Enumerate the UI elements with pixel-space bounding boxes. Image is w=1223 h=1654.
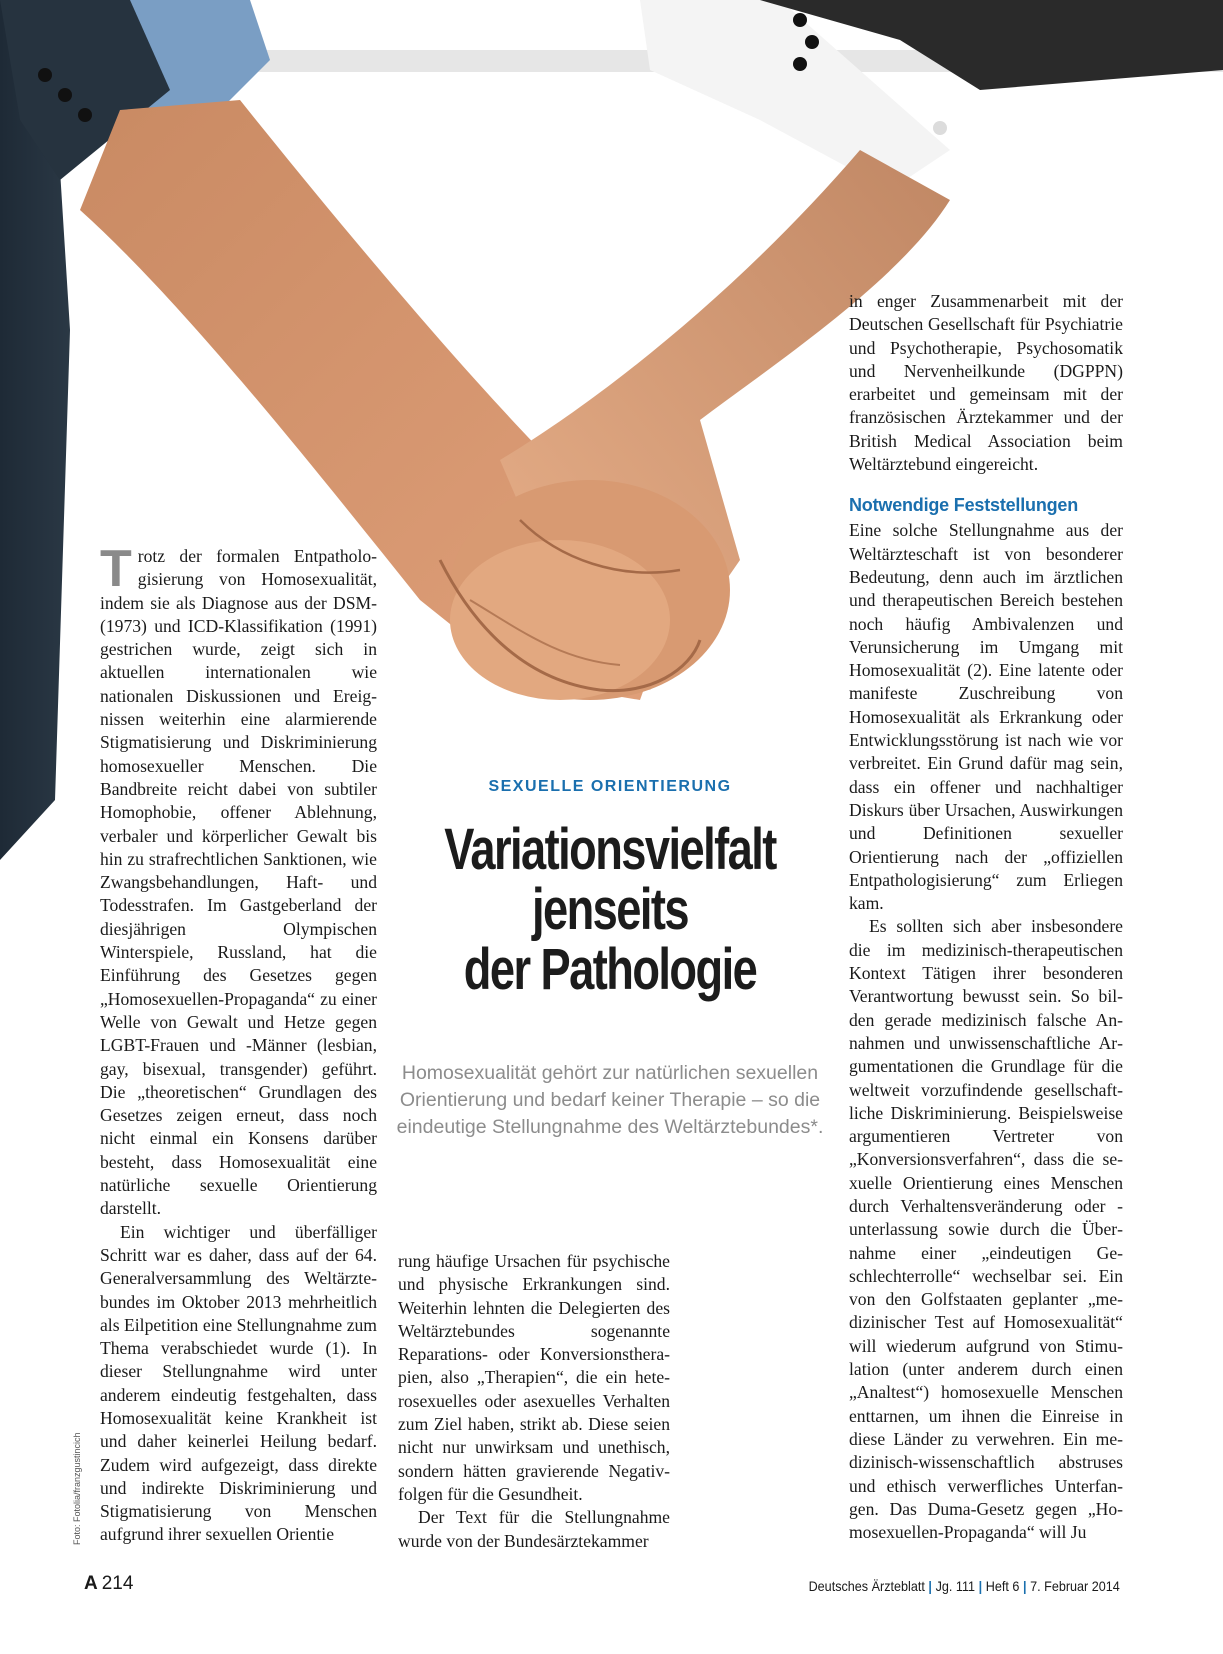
page-number-value: 214 [101, 1573, 134, 1594]
photo-credit: Foto: Fotolia/franzgustincich [72, 1432, 82, 1545]
paragraph: Eine solche Stellungnahme aus der Weltärzteschaft ist von besonderer Bedeutung, denn auch im ärztlichen und therapeutischen Bereich bestehen noch häufig Ambivalenzen und Verunsicherung im Umgang mit Homosexualität (2). Eine latente oder manifeste Zuschreibung von Homosexualität als Erkrankung oder Entwicklungsstörung ist nach wie vor verbreitet. Ein Grund dafür mag sein, dass ein offener und nachhaltiger Diskurs über Ursachen, Auswirkungen und Definitionen sexueller Orientierung nach der „offiziellen Entpathologisierung“ zum Erliegen kam. [849, 520, 1123, 914]
text-column-1 [100, 540, 377, 1547]
text-column-2 [398, 1250, 670, 1553]
journal-volume: Jg. 111 [935, 1578, 976, 1594]
paragraph: Der Text für die Stellungnahme wurde von der Bundesärztekammer [398, 1507, 670, 1551]
page-number [84, 1573, 133, 1595]
article-kicker: SEXUELLE ORIENTIERUNG [488, 778, 732, 795]
journal-issue: Heft 6 [985, 1578, 1020, 1594]
paragraph: Ein wichtiger und überfälliger Schritt war es daher, dass auf der 64. Generalversammlung des Weltärztebundes im Oktober 2013 mehrheitlich als Eilpetition eine Stellungnahme zum Thema verabschiedet wurde (1). In dieser Stellungnahme wird unter anderem eindeutig festgehalten, dass Homosexualität keine Krankheit ist und daher keinerlei Heilung bedarf. Zudem wird aufgezeigt, dass direkte und indirekte Diskriminierung und Stigmatisierung von Menschen aufgrund ihrer sexuellen Orientie [100, 1221, 377, 1545]
journal-name: Deutsches Ärzteblatt [808, 1578, 926, 1594]
drop-cap: T [100, 540, 132, 598]
headline-line-2: jenseits [532, 877, 688, 942]
paragraph-text: rotz der formalen Entpathologisierung von Homosexualität, indem sie als Diagnose aus der DSM- (1973) und ICD-Klassifikation (1991) gestrichen wurde, zeigt sich in aktuellen internationalen wie nationalen Diskussionen und Ereignissen weiterhin eine alarmierende Stigmatisierung und Diskriminierung homosexueller Menschen. Die Bandbreite reicht dabei von subtiler Homophobie, offener Ablehnung, verbaler und körperlicher Gewalt bis hin zu strafrechtlichen Sanktionen, wie Zwangsbehandlungen, Haft- und Todesstrafen. Im Gastgeberland der diesjährigen Olympischen Winterspiele, Russland, hat die Einführung des Gesetzes gegen „Homosexuellen-Propaganda“ zu einer Welle von Gewalt und Hetze gegen LGBT-Frauen und -Männer (lesbian, gay, bisexual, transgender) geführt. Die „theoretischen“ Grundlagen des Gesetzes zeigen erneut, dass noch nicht einmal ein Konsens darüber besteht, dass Homosexualität eine natürliche sexuelle Orientierung darstellt. [100, 546, 377, 1219]
headline-line-3: der Pathologie [463, 937, 757, 1002]
paragraph [100, 540, 377, 1221]
paragraph: rung häufige Ursachen für psychische und physische Erkrankungen sind. Weiterhin lehnten die Delegierten des Weltärztebundes sogenannte Reparations- oder Konversionstherapien, also „Therapien“, die ein heterosexuelles oder asexuelles Verhalten zum Ziel haben, strikt ab. Diese seien nicht nur unwirksam und unethisch, sondern hätten gravierende Negativfolgen für die Gesundheit. [398, 1251, 670, 1504]
headline-line-1: Variationsvielfalt [444, 817, 776, 882]
paragraph: Es sollten sich aber insbesondere die im medizinisch-therapeutischen Kontext Tätigen ihrer besonderen Verantwortung bewusst sein. So bilden gerade medizinisch falsche Annahmen und unwissenschaftliche Argumentationen die Grundlage für die weltweit vorzufindende gesellschaftliche Diskriminierung. Beispielsweise argumentieren Vertreter von „Konversionsverfahren“, dass die sexuelle Orientierung eines Menschen durch Verhaltensveränderung oder -unterlassung sowie durch die Übernahme einer „eindeutigen Geschlechterrolle“ wechselbar sei. Ein von den Golfstaaten geplanter „medizinischer Test auf Homosexualität“ will wiederum aufgrund von Stimulation (unter anderem durch einen „Analtest“) homosexuelle Menschen enttarnen, um ihnen die Einreise in diese Länder zu verwehren. Ein medizinisch-wissenschaftlich abstruses und ethisch verwerfliches Unterfangen. Das Duma-Gesetz gegen „Homosexuellen-Propaganda“ will Ju [849, 916, 1123, 1543]
article-lead: Homosexualität gehört zur natürlichen sexuellen Orientierung und bedarf keiner Therapie – so die eindeutige Stellungnahme des Weltärztebundes*. [396, 1062, 824, 1138]
text-column-3 [849, 290, 1123, 1544]
page-prefix: A [84, 1573, 98, 1594]
journal-date: 7. Februar 2014 [1030, 1578, 1120, 1594]
article-headline [438, 817, 781, 1002]
section-subhead: Notwendige Feststellungen [849, 495, 1079, 516]
paragraph: in enger Zusammenarbeit mit der Deutschen Gesellschaft für Psychiatrie und Psychotherapie, Psychosomatik und Nervenheilkunde (DGPPN) erarbeitet und gemeinsam mit der französischen Ärztekammer und der British Medical Association beim Weltärztebund eingereicht. [849, 291, 1123, 475]
journal-info: Deutsches Ärzteblatt | Jg. 111 | Heft 6 | 7. Februar 2014 [808, 1578, 1120, 1594]
